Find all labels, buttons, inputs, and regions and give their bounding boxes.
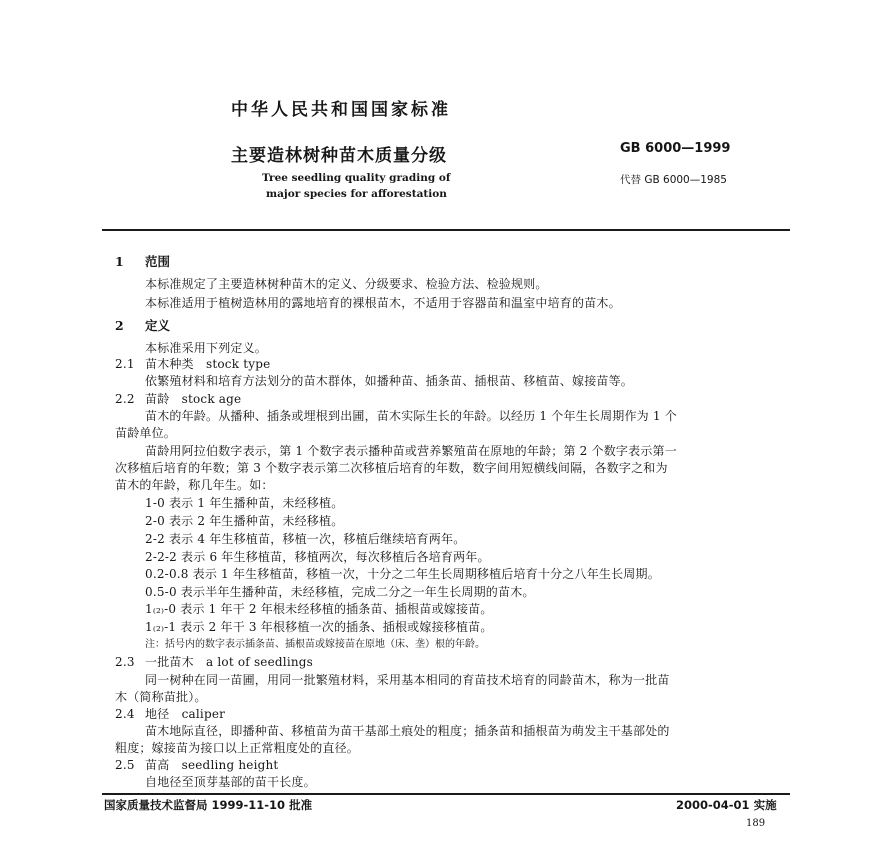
example-line: 1-0 表示 1 年生播种苗，未经移植。 [145, 496, 344, 510]
paragraph: 自地径至顶芽基部的苗干长度。 [145, 775, 316, 789]
page-number: 189 [746, 818, 766, 829]
section-number: 2 [115, 318, 124, 333]
example-line: 2-0 表示 2 年生播种苗，未经移植。 [145, 514, 344, 528]
subsection-2-2-heading [115, 392, 241, 406]
paragraph-continuation: 粗度；嫁接苗为接口以上正常粗度处的直径。 [115, 741, 360, 755]
paragraph-continuation: 苗木的年龄，称几年生。如： [115, 478, 274, 492]
english-title-line-2: major species for afforestation [266, 188, 447, 200]
subsection-number: 2.1 [115, 357, 135, 371]
approval-line: 国家质量技术监督局 1999-11-10 批准 [104, 798, 313, 812]
section-2-heading [115, 319, 170, 333]
paragraph: 本标准规定了主要造林树种苗木的定义、分级要求、检验方法、检验规则。 [145, 277, 548, 291]
example-line: 2-2-2 表示 6 年生移植苗，移植两次，每次移植后各培育两年。 [145, 550, 490, 564]
subsection-number: 2.3 [115, 655, 135, 669]
subsection-title: 地径 caliper [145, 707, 226, 721]
subsection-title: 苗木种类 stock type [145, 357, 271, 371]
example-line: 0.2-0.8 表示 1 年生移植苗，移植一次，十分之二年生长周期移植后培育十分之八年生长周期。 [145, 567, 660, 581]
subsection-2-5-heading [115, 758, 278, 772]
standard-title: 中华人民共和国国家标准 [231, 100, 451, 120]
section-number: 1 [115, 254, 124, 269]
subsection-2-3-heading [115, 655, 313, 669]
example-line: 2-2 表示 4 年生移植苗，移植一次，移植后继续培育两年。 [145, 532, 466, 546]
effective-date: 2000-04-01 实施 [676, 798, 777, 812]
paragraph: 本标准采用下列定义。 [145, 341, 268, 355]
paragraph-continuation: 苗龄单位。 [115, 426, 177, 440]
paragraph: 苗木的年龄。从播种、插条或埋根到出圃，苗木实际生长的年龄。以经历 1 个年生长周期作为 1 个 [145, 409, 677, 423]
subsection-title: 苗高 seedling height [145, 758, 279, 772]
section-1-heading [115, 255, 170, 269]
paragraph: 苗龄用阿拉伯数字表示，第 1 个数字表示播种苗或营养繁殖苗在原地的年龄；第 2 个数字表示第一 [145, 444, 677, 458]
paragraph-continuation: 木（简称苗批）。 [115, 690, 207, 704]
section-title: 定义 [145, 318, 171, 333]
english-title-line-1: Tree seedling quality grading of [262, 172, 451, 184]
subsection-title: 一批苗木 a lot of seedlings [145, 655, 314, 669]
subsection-2-4-heading [115, 707, 225, 721]
paragraph-continuation: 次移植后培育的年数；第 3 个数字表示第二次移植后培育的年数，数字间用短横线间隔，各数字之和为 [115, 461, 668, 475]
example-line: 1₍₂₎-0 表示 1 年干 2 年根未经移植的插条苗、插根苗或嫁接苗。 [145, 602, 493, 616]
subsection-2-1-heading [115, 357, 270, 371]
note: 注：括号内的数字表示插条苗、插根苗或嫁接苗在原地（床、垄）根的年龄。 [145, 639, 485, 650]
document-title: 主要造林树种苗木质量分级 [231, 146, 447, 166]
paragraph: 苗木地际直径，即播种苗、移植苗为苗干基部土痕处的粗度；插条苗和插根苗为萌发主干基部处的 [145, 724, 670, 738]
replaces-code: 代替 GB 6000—1985 [620, 174, 727, 186]
paragraph: 同一树种在同一苗圃，用同一批繁殖材料，采用基本相同的育苗技术培育的同龄苗木，称为一批苗 [145, 673, 670, 687]
paragraph: 本标准适用于植树造林用的露地培育的裸根苗木，不适用于容器苗和温室中培育的苗木。 [145, 296, 621, 310]
subsection-number: 2.4 [115, 707, 135, 721]
subsection-title: 苗龄 stock age [145, 392, 242, 406]
subsection-number: 2.2 [115, 392, 135, 406]
example-line: 1₍₂₎-1 表示 2 年干 3 年根移植一次的插条、插根或嫁接移植苗。 [145, 620, 493, 634]
section-title: 范围 [145, 254, 171, 269]
footer-divider [102, 793, 790, 795]
header-divider [102, 229, 790, 231]
example-line: 0.5-0 表示半年生播种苗，未经移植，完成二分之一年生长周期的苗木。 [145, 585, 535, 599]
subsection-number: 2.5 [115, 758, 135, 772]
standard-code: GB 6000—1999 [620, 141, 731, 156]
paragraph: 依繁殖材料和培育方法划分的苗木群体，如播种苗、插条苗、插根苗、移植苗、嫁接苗等。 [145, 374, 634, 388]
